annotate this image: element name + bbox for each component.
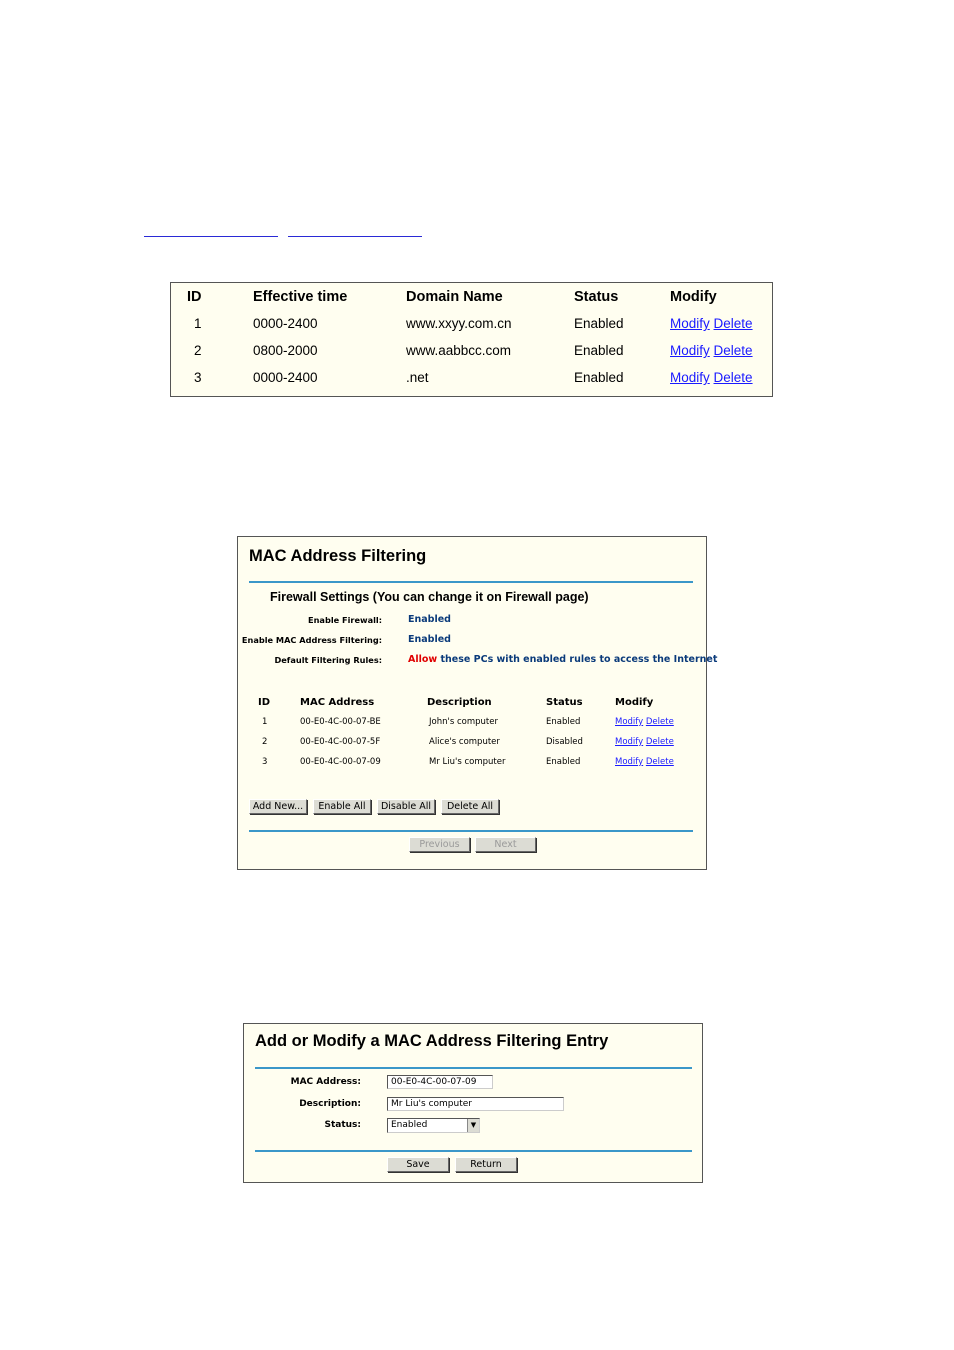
rules-text: these PCs with enabled rules to access the Internet — [440, 654, 718, 665]
next-button[interactable]: Next — [475, 837, 536, 852]
modify-link[interactable]: Modify — [670, 370, 710, 385]
row-domain: .net — [406, 370, 429, 385]
row-description: John's computer — [429, 717, 498, 727]
default-rules-value — [408, 654, 717, 665]
row-status: Enabled — [574, 316, 624, 331]
divider — [249, 830, 693, 832]
modify-link[interactable]: Modify — [670, 343, 710, 358]
table-row — [171, 343, 772, 363]
header-modify: Modify — [615, 697, 654, 708]
modify-link[interactable]: Modify — [615, 737, 644, 747]
mac-address-label: MAC Address: — [290, 1077, 361, 1087]
header-id: ID — [258, 697, 271, 708]
domain-filter-table — [170, 282, 773, 397]
header-status: Status — [574, 289, 619, 305]
enable-firewall-label: Enable Firewall: — [308, 615, 382, 625]
description-input[interactable]: Mr Liu's computer — [387, 1097, 564, 1111]
row-id: 1 — [194, 316, 202, 331]
status-label: Status: — [324, 1120, 361, 1130]
row-mac: 00-E0-4C-00-07-09 — [300, 757, 381, 767]
header-mac-address: MAC Address — [300, 697, 375, 708]
delete-link[interactable]: Delete — [713, 370, 753, 385]
row-time: 0800-2000 — [253, 343, 318, 358]
row-mac: 00-E0-4C-00-07-BE — [300, 717, 381, 727]
header-domain-name: Domain Name — [406, 289, 503, 305]
row-id: 3 — [262, 757, 268, 767]
modify-link[interactable]: Modify — [615, 757, 644, 767]
delete-link[interactable]: Delete — [645, 737, 674, 747]
divider — [249, 581, 693, 583]
row-mac: 00-E0-4C-00-07-5F — [300, 737, 381, 747]
divider — [255, 1150, 692, 1152]
row-id: 2 — [262, 737, 268, 747]
delete-link[interactable]: Delete — [645, 757, 674, 767]
enable-mac-filtering-label: Enable MAC Address Filtering: — [241, 635, 382, 645]
top-link-2[interactable] — [288, 224, 422, 237]
row-description: Mr Liu's computer — [429, 757, 506, 767]
modify-link[interactable]: Modify — [615, 717, 644, 727]
row-actions — [615, 737, 674, 747]
allow-text: Allow — [408, 654, 438, 665]
row-status: Enabled — [546, 757, 581, 767]
delete-all-button[interactable]: Delete All — [441, 799, 499, 814]
header-modify: Modify — [670, 289, 717, 305]
header-id: ID — [187, 289, 202, 305]
row-actions — [615, 757, 674, 767]
description-label: Description: — [299, 1099, 361, 1109]
add-modify-entry-panel — [243, 1023, 703, 1183]
row-domain: www.xxyy.com.cn — [406, 316, 512, 331]
divider — [255, 1067, 692, 1069]
row-id: 2 — [194, 343, 202, 358]
row-domain: www.aabbcc.com — [406, 343, 512, 358]
status-select[interactable] — [387, 1118, 480, 1133]
row-status: Enabled — [546, 717, 581, 727]
previous-button[interactable]: Previous — [409, 837, 470, 852]
table-row — [171, 370, 772, 390]
header-effective-time: Effective time — [253, 289, 348, 305]
page-title: MAC Address Filtering — [249, 547, 427, 565]
add-new-button[interactable]: Add New... — [249, 799, 307, 814]
enable-all-button[interactable]: Enable All — [313, 799, 371, 814]
row-actions — [615, 717, 674, 727]
row-status: Disabled — [546, 737, 583, 747]
chevron-down-icon[interactable]: ▼ — [467, 1119, 479, 1132]
row-id: 1 — [262, 717, 268, 727]
mac-address-input[interactable]: 00-E0-4C-00-07-09 — [387, 1075, 493, 1089]
row-description: Alice's computer — [429, 737, 500, 747]
status-selected-value: Enabled — [391, 1120, 428, 1130]
page-title: Add or Modify a MAC Address Filtering Entry — [255, 1032, 609, 1050]
default-rules-label: Default Filtering Rules: — [274, 655, 382, 665]
modify-link[interactable]: Modify — [670, 316, 710, 331]
mac-filtering-panel — [237, 536, 718, 870]
row-time: 0000-2400 — [253, 370, 318, 385]
row-time: 0000-2400 — [253, 316, 318, 331]
table-header — [171, 289, 772, 309]
return-button[interactable]: Return — [455, 1157, 517, 1172]
enable-firewall-value: Enabled — [408, 614, 451, 625]
delete-link[interactable]: Delete — [713, 343, 753, 358]
delete-link[interactable]: Delete — [713, 316, 753, 331]
firewall-settings-title: Firewall Settings (You can change it on Firewall page) — [270, 590, 589, 604]
header-status: Status — [546, 697, 583, 708]
save-button[interactable]: Save — [387, 1157, 449, 1172]
table-row — [171, 316, 772, 336]
header-description: Description — [427, 697, 492, 708]
row-status: Enabled — [574, 370, 624, 385]
row-status: Enabled — [574, 343, 624, 358]
enable-mac-filtering-value: Enabled — [408, 634, 451, 645]
row-id: 3 — [194, 370, 202, 385]
top-link-1[interactable] — [144, 224, 278, 237]
disable-all-button[interactable]: Disable All — [377, 799, 435, 814]
delete-link[interactable]: Delete — [645, 717, 674, 727]
